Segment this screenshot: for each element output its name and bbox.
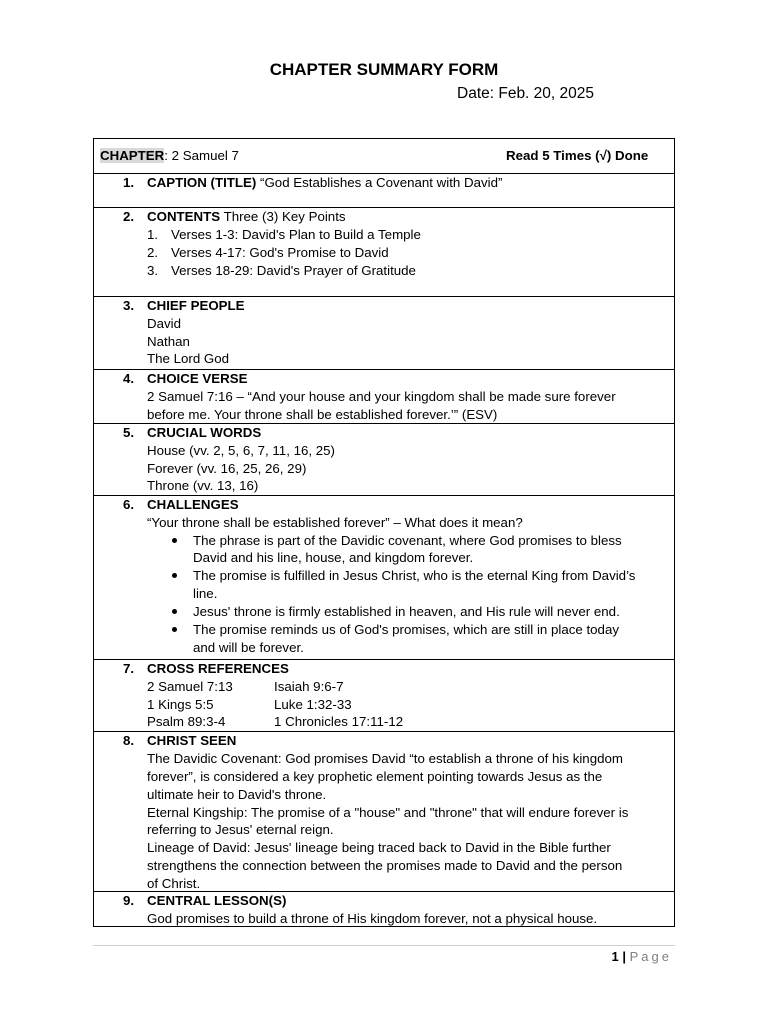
bullet-text-line: The promise reminds us of God's promises, which are still in place today [193,622,620,637]
challenges-heading: CHALLENGES [147,497,239,512]
bullet-text-line: David and his line, house, and kingdom forever. [193,550,474,565]
chapter-label: CHAPTER [100,148,165,163]
person-item: David [147,316,181,331]
caption-field [147,175,502,190]
row-number: 4. [123,371,135,386]
bullet-icon [172,609,177,614]
caption-heading: CAPTION (TITLE) [147,175,257,190]
christ-text-line: of Christ. [147,876,201,891]
references-heading: CROSS REFERENCES [147,661,289,676]
list-item: Verses 1-3: David's Plan to Build a Temple [171,227,421,242]
contents-heading: CONTENTS [147,209,221,224]
verse-row [94,370,674,424]
row-number: 6. [123,497,135,512]
words-heading: CRUCIAL WORDS [147,425,262,440]
row-number: 3. [123,298,135,313]
row-number: 8. [123,733,135,748]
challenges-row [94,496,674,660]
footer-separator: | [618,949,630,964]
bullet-text-line: line. [193,586,218,601]
reference-item: Psalm 89:3-4 [147,714,226,729]
list-item-number: 1. [147,227,159,242]
person-item: Nathan [147,334,190,349]
row-number: 2. [123,209,135,224]
lesson-row [94,892,674,928]
row-number: 9. [123,893,135,908]
lesson-heading: CENTRAL LESSON(S) [147,893,287,908]
people-heading: CHIEF PEOPLE [147,298,245,313]
footer-divider [93,945,675,946]
chapter-row [94,139,674,174]
summary-table [93,138,675,927]
reference-item: Isaiah 9:6-7 [274,679,344,694]
contents-text: Three (3) Key Points [220,209,346,224]
contents-row [94,208,674,297]
caption-row [94,174,674,208]
bullet-text-line: The phrase is part of the Davidic covenant, where God promises to bless [193,533,622,548]
words-row [94,424,674,496]
verse-heading: CHOICE VERSE [147,371,248,386]
list-item-number: 3. [147,263,159,278]
person-item: The Lord God [147,351,230,366]
contents-field [147,209,346,224]
caption-text: “God Establishes a Covenant with David” [256,175,503,190]
christ-heading: CHRIST SEEN [147,733,237,748]
form-title: CHAPTER SUMMARY FORM [269,60,499,79]
reference-item: 1 Kings 5:5 [147,697,214,712]
challenge-question: “Your throne shall be established forever” – What does it mean? [147,515,523,530]
verse-text-line: 2 Samuel 7:16 – “And your house and your kingdom shall be made sure forever [147,389,616,404]
verse-text-line: before me. Your throne shall be established forever.’” (ESV) [147,407,498,422]
bullet-icon [172,627,177,632]
chapter-field [100,148,239,163]
page-footer [0,949,672,964]
word-item: Forever (vv. 16, 25, 26, 29) [147,461,307,476]
reference-item: 2 Samuel 7:13 [147,679,233,694]
chapter-value: : 2 Samuel 7 [164,148,239,163]
christ-text-line: ultimate heir to David's throne. [147,787,327,802]
row-number: 1. [123,175,135,190]
christ-text-line: referring to Jesus' eternal reign. [147,822,334,837]
list-item: Verses 4-17: God's Promise to David [171,245,389,260]
christ-row [94,732,674,892]
row-number: 5. [123,425,135,440]
page-number: 1 [611,949,619,964]
references-row [94,660,674,732]
christ-text-line: Lineage of David: Jesus' lineage being traced back to David in the Bible further [147,840,611,855]
lesson-text: God promises to build a throne of His kingdom forever, not a physical house. [147,911,598,926]
row-number: 7. [123,661,135,676]
reference-item: 1 Chronicles 17:11-12 [274,714,404,729]
page-label: Page [629,949,672,964]
read-times-label: Read 5 Times (√) Done [506,148,649,163]
reference-item: Luke 1:32-33 [274,697,352,712]
word-item: Throne (vv. 13, 16) [147,478,259,493]
form-date: Date: Feb. 20, 2025 [457,85,595,102]
christ-text-line: forever”, is considered a key prophetic element pointing towards Jesus as the [147,769,603,784]
bullet-text-line: The promise is fulfilled in Jesus Christ, who is the eternal King from David’s [193,568,636,583]
bullet-text-line: and will be forever. [193,640,304,655]
people-row [94,297,674,370]
bullet-text-line: Jesus' throne is firmly established in heaven, and His rule will never end. [193,604,620,619]
list-item: Verses 18-29: David's Prayer of Gratitude [171,263,416,278]
word-item: House (vv. 2, 5, 6, 7, 11, 16, 25) [147,443,335,458]
bullet-icon [172,573,177,578]
christ-text-line: The Davidic Covenant: God promises David “to establish a throne of his kingdom [147,751,623,766]
bullet-icon [172,538,177,543]
christ-text-line: strengthens the connection between the promises made to David and the person [147,858,623,873]
list-item-number: 2. [147,245,159,260]
christ-text-line: Eternal Kingship: The promise of a "house" and "throne" that will endure forever is [147,805,629,820]
